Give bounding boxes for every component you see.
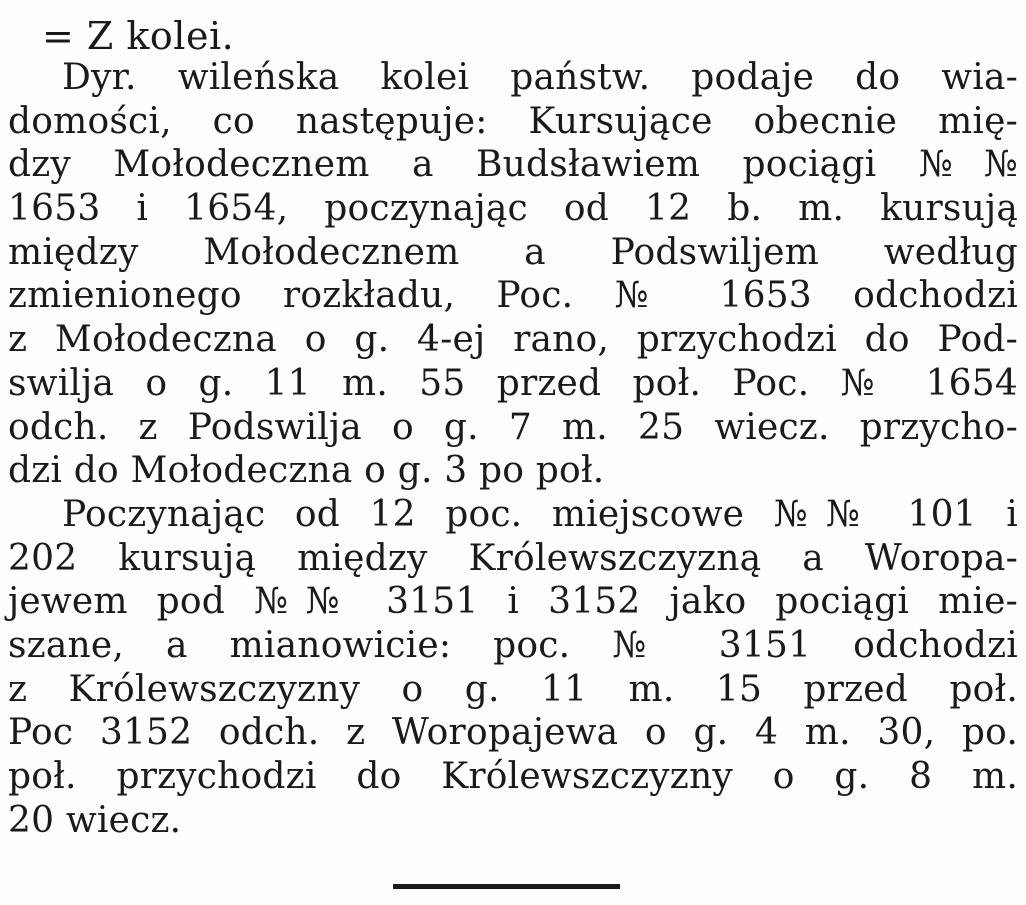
text-line: dzy Mołodecznem a Budsławiem pociągi №№: [8, 144, 1018, 186]
text-line: domości, co następuje: Kursujące obecnie mię-: [8, 100, 1018, 142]
text-line: Poc 3152 odch. z Woropajewa o g. 4 m. 30, po.: [8, 712, 1018, 754]
text-line: zmienionego rozkładu, Poc. № 1653 odchodzi: [8, 275, 1018, 317]
text-line: 1653 i 1654, poczynając od 12 b. m. kursują: [8, 188, 1018, 230]
text-line: szane, a mianowicie: poc. № 3151 odchodzi: [8, 624, 1018, 666]
article-heading: = Z kolei.: [42, 14, 235, 58]
text-line: z Mołodeczna o g. 4-ej rano, przychodzi do Pod-: [8, 319, 1018, 361]
text-line: odch. z Podswilja o g. 7 m. 25 wiecz. przycho-: [8, 406, 1018, 448]
text-line: dzi do Mołodeczna o g. 3 po poł.: [8, 450, 605, 492]
text-line: 20 wiecz.: [8, 799, 182, 841]
text-line: Dyr. wileńska kolei państw. podaje do wia-: [62, 57, 1018, 98]
paragraph-2: [8, 493, 1018, 843]
article-body: [8, 56, 1018, 842]
section-divider: [393, 884, 620, 889]
text-line: swilja o g. 11 m. 55 przed poł. Poc. № 1654: [8, 362, 1018, 404]
paragraph-1: [8, 56, 1018, 493]
text-line: z Królewszczyzny o g. 11 m. 15 przed poł.: [8, 668, 1018, 710]
text-line: między Mołodecznem a Podswiljem według: [8, 231, 1018, 273]
text-line: 202 kursują między Królewszczyzną a Woropa-: [8, 537, 1018, 579]
text-line: jewem pod №№ 3151 i 3152 jako pociągi mie-: [8, 581, 1018, 623]
text-line: poł. przychodzi do Królewszczyzny o g. 8 m.: [8, 756, 1018, 797]
text-line: Poczynając od 12 poc. miejscowe №№ 101 i: [62, 493, 1018, 535]
